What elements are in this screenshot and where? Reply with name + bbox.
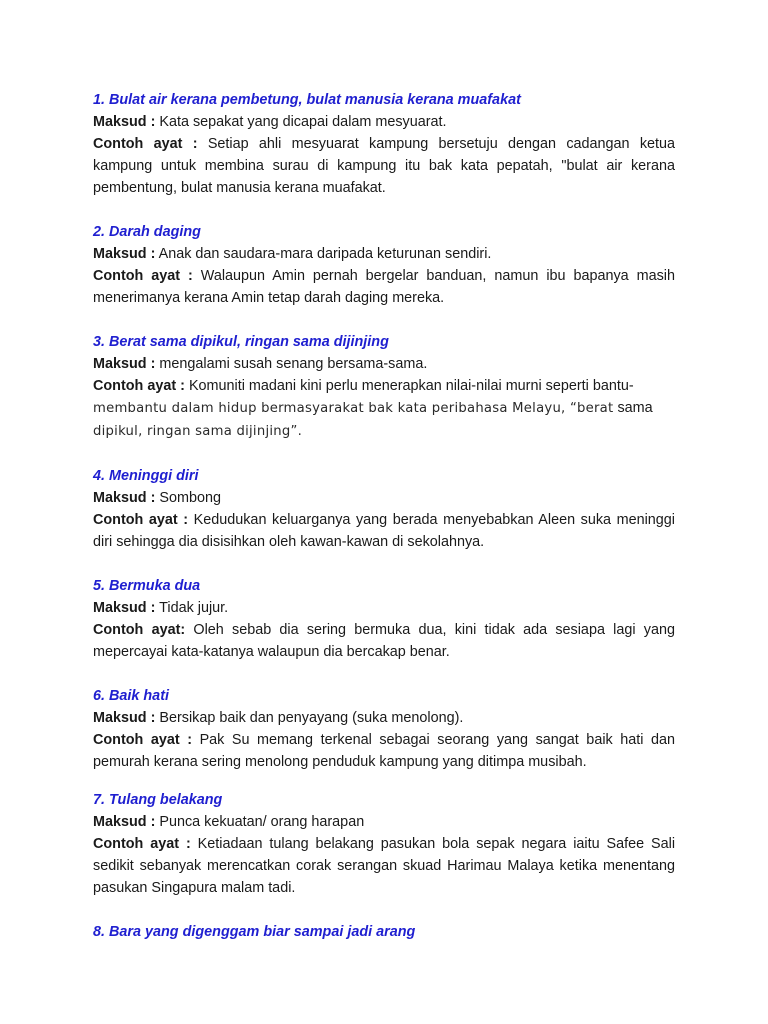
entry-title: 4. Meninggi diri	[93, 468, 199, 484]
maksud-line	[93, 707, 675, 729]
contoh-text: Pak Su memang terkenal sebagai seorang yang sangat baik hati dan pemurah kerana sering menolong penduduk kampung yang ditimpa musibah.	[93, 732, 676, 770]
contoh-label: Contoh ayat :	[93, 268, 193, 284]
contoh-continuation	[93, 420, 675, 443]
contoh-continuation	[93, 397, 675, 420]
entry-title: 2. Darah daging	[93, 224, 201, 240]
contoh-text: Setiap ahli mesyuarat kampung bersetuju dengan cadangan ketua kampung untuk membina surau di kampung itu bak kata pepatah, "bulat air kerana pembentung, bulat manusia kerana muafakat.	[93, 136, 676, 196]
maksud-label: Maksud :	[93, 814, 156, 830]
contoh-text-alt-font: dipikul, ringan sama dijinjing”.	[93, 424, 303, 439]
contoh-line	[93, 133, 675, 199]
contoh-label: Contoh ayat :	[93, 836, 191, 852]
contoh-text: sama	[617, 400, 653, 416]
peribahasa-entry-1	[93, 89, 675, 199]
maksud-text: Anak dan saudara-mara daripada keturunan sendiri.	[158, 246, 492, 262]
entry-title: 1. Bulat air kerana pembetung, bulat manusia kerana muafakat	[93, 92, 521, 108]
maksud-line	[93, 243, 675, 265]
maksud-line	[93, 111, 675, 133]
maksud-text: Sombong	[159, 490, 221, 506]
peribahasa-entry-2	[93, 221, 675, 309]
entry-title: 6. Baik hati	[93, 688, 169, 704]
maksud-label: Maksud :	[93, 600, 156, 616]
contoh-text-alt-font: membantu dalam hidup bermasyarakat bak kata peribahasa Melayu, “berat	[93, 401, 614, 416]
entry-title: 7. Tulang belakang	[93, 792, 223, 808]
entry-title: 8. Bara yang digenggam biar sampai jadi arang	[93, 924, 416, 940]
peribahasa-entry-8	[93, 921, 675, 943]
contoh-line	[93, 265, 675, 309]
maksud-label: Maksud :	[93, 356, 156, 372]
contoh-text: Komuniti madani kini perlu menerapkan nilai-nilai murni seperti bantu-	[188, 378, 634, 394]
contoh-text: Ketiadaan tulang belakang pasukan bola sepak negara iaitu Safee Sali sedikit sebanyak merencatkan corak serangan skuad Harimau Malaya ketika menentang pasukan Singapura malam tadi.	[93, 836, 676, 896]
contoh-line	[93, 375, 675, 397]
contoh-line	[93, 619, 675, 663]
contoh-label: Contoh ayat :	[93, 378, 185, 394]
peribahasa-entry-7	[93, 789, 675, 899]
maksud-text: mengalami susah senang bersama-sama.	[159, 356, 428, 372]
maksud-line	[93, 597, 675, 619]
maksud-line	[93, 811, 675, 833]
maksud-label: Maksud :	[93, 710, 156, 726]
maksud-text: Tidak jujur.	[159, 600, 229, 616]
maksud-line	[93, 353, 675, 375]
maksud-label: Maksud :	[93, 246, 156, 262]
peribahasa-entry-6	[93, 685, 675, 773]
maksud-line	[93, 487, 675, 509]
maksud-text: Bersikap baik dan penyayang (suka menolong).	[159, 710, 464, 726]
maksud-label: Maksud :	[93, 114, 156, 130]
peribahasa-entry-5	[93, 575, 675, 663]
entry-title: 3. Berat sama dipikul, ringan sama dijinjing	[93, 334, 389, 350]
contoh-line	[93, 833, 675, 899]
maksud-text: Kata sepakat yang dicapai dalam mesyuarat.	[159, 114, 447, 130]
contoh-text: Kedudukan keluarganya yang berada menyebabkan Aleen suka meninggi diri sehingga dia disisihkan oleh kawan-kawan di sekolahnya.	[93, 512, 675, 550]
contoh-text: Oleh sebab dia sering bermuka dua, kini tidak ada sesiapa lagi yang mepercayai kata-katanya walaupun dia bercakap benar.	[93, 622, 675, 660]
contoh-label: Contoh ayat :	[93, 512, 189, 528]
entry-title: 5. Bermuka dua	[93, 578, 201, 594]
contoh-label: Contoh ayat :	[93, 732, 193, 748]
document-page	[93, 89, 675, 965]
peribahasa-entry-4	[93, 465, 675, 553]
contoh-line	[93, 509, 675, 553]
contoh-label: Contoh ayat:	[93, 622, 186, 638]
maksud-label: Maksud :	[93, 490, 156, 506]
contoh-label: Contoh ayat :	[93, 136, 198, 152]
peribahasa-entry-3	[93, 331, 675, 443]
contoh-text: Walaupun Amin pernah bergelar banduan, namun ibu bapanya masih menerimanya kerana Amin tetap darah daging mereka.	[93, 268, 676, 306]
contoh-line	[93, 729, 675, 773]
maksud-text: Punca kekuatan/ orang harapan	[159, 814, 365, 830]
